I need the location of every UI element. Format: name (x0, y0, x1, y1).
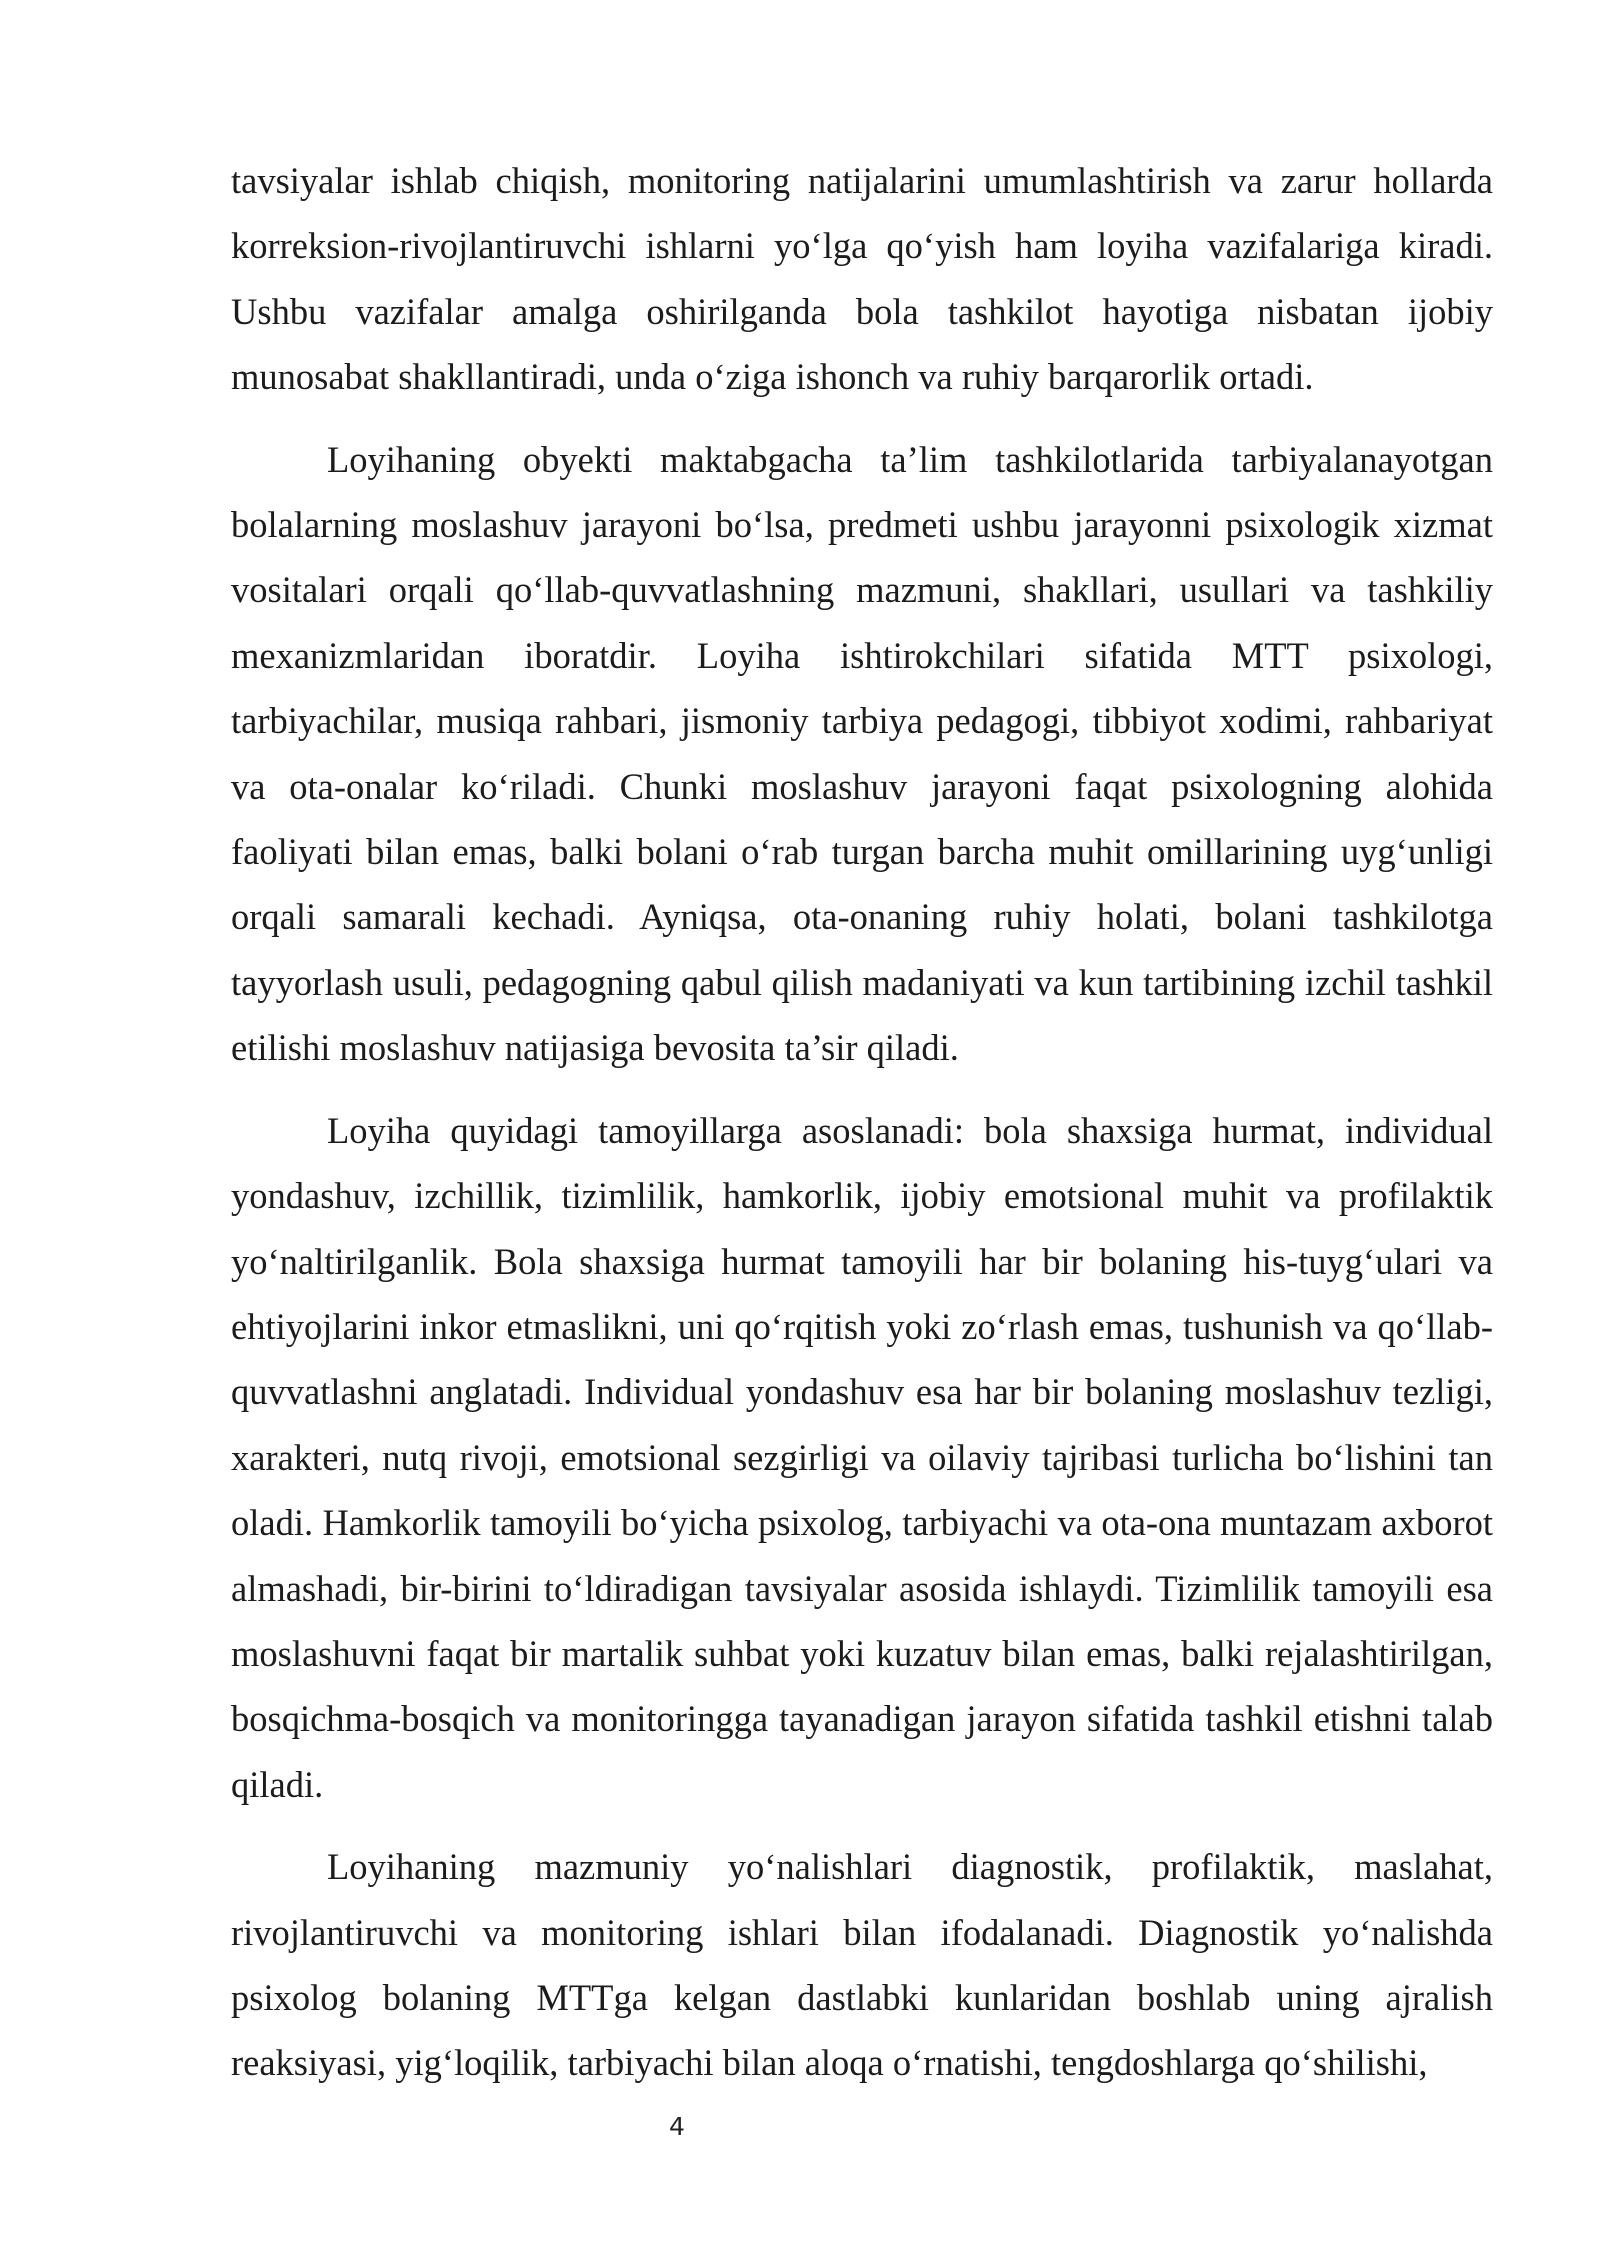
paragraph-continued: tavsiyalar ishlab chiqish, monitoring natijalarini umumlashtirish va zarur hollarda korreksion-rivojlantiruvchi ishlarni yo‘lga qo‘yish ham loyiha vazifalariga kiradi. Ushbu vazifalar amalga oshirilganda bola tashkilot hayotiga nisbatan ijobiy munosabat shakllantiradi, unda o‘ziga ishonch va ruhiy barqarorlik ortadi. (231, 160, 1493, 398)
paragraph-project-directions: Loyihaning mazmuniy yo‘nalishlari diagnostik, profilaktik, maslahat, rivojlantiruvchi va monitoring ishlari bilan ifodalanadi. Diagnostik yo‘nalishda psixolog bolaning MTTga kelgan dastlabki kunlaridan boshlab uning ajralish reaksiyasi, yig‘loqilik, tarbiyachi bilan aloqa o‘rnatishi, tengdoshlarga qo‘shilishi, (231, 1846, 1493, 2084)
document-body (231, 148, 1493, 2113)
paragraph-project-object: Loyihaning obyekti maktabgacha ta’lim tashkilotlarida tarbiyalanayotgan bolalarning moslashuv jarayoni bo‘lsa, predmeti ushbu jarayonni psixologik xizmat vositalari orqali qo‘llab-quvvatlashning mazmuni, shakllari, usullari va tashkiliy mexanizmlaridan iboratdir. Loyiha ishtirokchilari sifatida MTT psixologi, tarbiyachilar, musiqa rahbari, jismoniy tarbiya pedagogi, tibbiyot xodimi, rahbariyat va ota-onalar ko‘riladi. Chunki moslashuv jarayoni faqat psixologning alohida faoliyati bilan emas, balki bolani o‘rab turgan barcha muhit omillarining uyg‘unligi orqali samarali kechadi. Ayniqsa, ota-onaning ruhiy holati, bolani tashkilotga tayyorlash usuli, pedagogning qabul qilish madaniyati va kun tartibining izchil tashkil etilishi moslashuv natijasiga bevosita ta’sir qiladi. (231, 438, 1493, 1069)
paragraph-project-principles: Loyiha quyidagi tamoyillarga asoslanadi: bola shaxsiga hurmat, individual yondashuv, izchillik, tizimlilik, hamkorlik, ijobiy emotsional muhit va profilaktik yo‘naltirilganlik. Bola shaxsiga hurmat tamoyili har bir bolaning his-tuyg‘ulari va ehtiyojlarini inkor etmaslikni, uni qo‘rqitish yoki zo‘rlash emas, tushunish va qo‘llab-quvvatlashni anglatadi. Individual yondashuv esa har bir bolaning moslashuv tezligi, xarakteri, nutq rivoji, emotsional sezgirligi va oilaviy tajribasi turlicha bo‘lishini tan oladi. Hamkorlik tamoyili bo‘yicha psixolog, tarbiyachi va ota-ona muntazam axborot almashadi, bir-birini to‘ldiradigan tavsiyalar asosida ishlaydi. Tizimlilik tamoyili esa moslashuvni faqat bir martalik suhbat yoki kuzatuv bilan emas, balki rejalashtirilgan, bosqichma-bosqich va monitoringga tayanadigan jarayon sifatida tashkil etishni talab qiladi. (231, 1109, 1493, 1805)
page-number: 4 (669, 2112, 685, 2141)
